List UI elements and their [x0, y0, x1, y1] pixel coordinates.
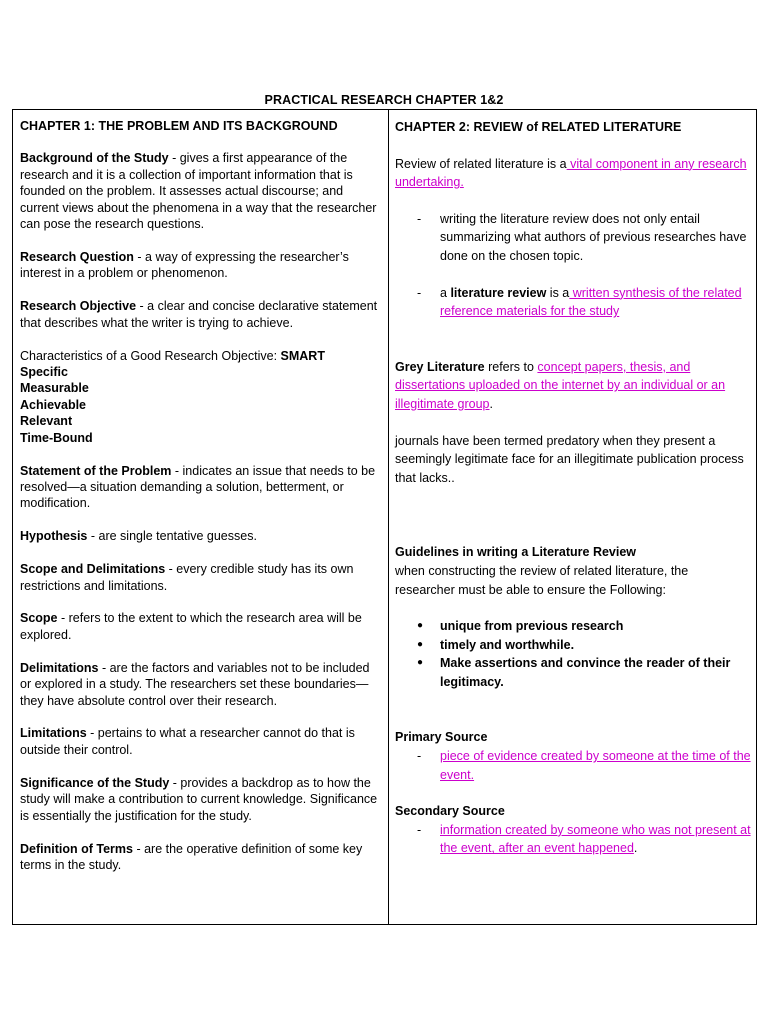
- dash-marker: -: [417, 749, 422, 764]
- dash-marker: -: [417, 822, 422, 837]
- grey-literature-link[interactable]: concept papers, thesis, and dissertations uploaded on the internet by an individual or an illegitimate group: [395, 359, 726, 411]
- term-label: literature review: [450, 285, 547, 300]
- term-label: Scope and Delimitations: [20, 562, 166, 577]
- term-label: Statement of the Problem: [20, 463, 172, 478]
- chapter-2-column: [389, 110, 757, 924]
- term-label: Significance of the Study: [20, 775, 170, 790]
- definition-text: - refers to the extent to which the research area will be explored.: [20, 611, 362, 642]
- list-item-text: Make assertions and convince the reader of their legitimacy.: [440, 656, 731, 689]
- smart-item: Measurable: [20, 381, 89, 396]
- term-label: Definition of Terms: [20, 841, 133, 856]
- journals-paragraph: journals have been termed predatory when they present a seemingly legitimate face for an illegitimate publication process that lacks..: [395, 433, 744, 485]
- smart-item: Time-Bound: [20, 430, 93, 445]
- research-question-paragraph: [20, 249, 382, 282]
- list-item-text: timely and worthwhile.: [440, 637, 575, 652]
- primary-source-heading: Primary Source: [395, 730, 488, 745]
- term-label: Delimitations: [20, 660, 99, 675]
- definition-text: when constructing the review of related literature, the researcher must be able to ensure the Following:: [395, 563, 689, 597]
- definition-text: - are single tentative guesses.: [87, 529, 257, 544]
- list-item-text: unique from previous research: [440, 619, 624, 634]
- definition-text: - provides a backdrop as to how the study will make a contribution to current knowledge. Significance is essentially the justification for the study.: [20, 775, 378, 823]
- grey-literature-paragraph: [395, 358, 751, 414]
- definition-text: - a way of expressing the researcher’s interest in a problem or phenomenon.: [20, 249, 349, 281]
- term-label: Guidelines in writing a Literature Review: [395, 545, 637, 560]
- primary-source-list: [395, 747, 751, 784]
- term-label: Scope: [20, 611, 58, 626]
- definition-text: - pertains to what a researcher cannot do that is outside their control.: [20, 726, 355, 757]
- statement-paragraph: [20, 463, 382, 512]
- literature-review-definition: [395, 284, 751, 321]
- list-item: [395, 617, 751, 636]
- list-item: [395, 654, 751, 691]
- term-label: Limitations: [20, 726, 87, 741]
- list-item: [395, 284, 751, 321]
- rrl-intro: [395, 155, 751, 192]
- smart-item: Relevant: [20, 414, 73, 429]
- definition-text: - a clear and concise declarative statement that describes what the writer is trying to achieve.: [20, 299, 378, 330]
- chapter-1-column: [13, 110, 388, 924]
- dash-marker: -: [417, 211, 422, 226]
- definition-text: - indicates an issue that needs to be resolved—a situation demanding a solution, betterment, or modification.: [20, 463, 376, 511]
- list-item: [395, 821, 751, 858]
- definition-text: refers to: [484, 359, 538, 374]
- definition-text: .: [489, 396, 493, 411]
- list-item: [395, 210, 751, 266]
- scope-delimitations-paragraph: [20, 561, 382, 594]
- smart-item: Achievable: [20, 397, 87, 412]
- smart-item: Specific: [20, 364, 68, 379]
- term-label: Hypothesis: [20, 529, 88, 544]
- list-item-text: a: [440, 285, 451, 300]
- bullet-marker: ●: [417, 638, 424, 650]
- smart-characteristics: [20, 348, 382, 446]
- scope-paragraph: [20, 610, 382, 643]
- definition-text: - every credible study has its own restrictions and limitations.: [20, 562, 354, 593]
- term-label: Research Question: [20, 249, 134, 264]
- intro-text: Review of related literature is a: [395, 156, 567, 171]
- page-title: PRACTICAL RESEARCH CHAPTER 1&2: [264, 93, 504, 107]
- term-label: Background of the Study: [20, 151, 169, 166]
- list-item-text: writing the literature review does not only entail summarizing what authors of previous researches have done on the chosen topic.: [440, 211, 747, 263]
- list-item: [395, 747, 751, 784]
- term-label: Research Objective: [20, 299, 137, 314]
- definition-text: - are the factors and variables not to be included or explored in a study. The researchers set these boundaries— they have absolute control over their research.: [20, 660, 370, 708]
- definition-of-terms-paragraph: [20, 841, 382, 874]
- limitations-paragraph: [20, 725, 382, 758]
- research-objective-paragraph: [20, 298, 382, 331]
- list-item: [395, 636, 751, 655]
- definition-text: - are the operative definition of some key terms in the study.: [20, 841, 363, 872]
- significance-paragraph: [20, 775, 382, 824]
- content-table: [12, 109, 757, 925]
- definition-text: - gives a first appearance of the research and it is a collection of important information that is founded on the problem. It assesses actual discourse; and current views about the phenomena in a way that the researcher can pose the research questions.: [20, 151, 377, 232]
- characteristics-text: Characteristics of a Good Research Objective:: [20, 348, 281, 363]
- secondary-source-heading: Secondary Source: [395, 804, 505, 819]
- term-label: Grey Literature: [395, 359, 485, 374]
- delimitations-paragraph: [20, 660, 382, 709]
- list-item-text: is a: [546, 285, 570, 300]
- background-paragraph: [20, 150, 382, 232]
- guidelines-paragraph: [395, 543, 751, 599]
- chapter-2-heading: CHAPTER 2: REVIEW of RELATED LITERATURE: [395, 120, 682, 134]
- intro-link[interactable]: vital component in any research undertaking.: [395, 156, 747, 190]
- characteristics-line: [20, 348, 382, 364]
- hypothesis-paragraph: [20, 528, 382, 544]
- dash-marker: -: [417, 285, 422, 300]
- bullet-marker: ●: [417, 657, 424, 669]
- secondary-source-list: [395, 821, 751, 858]
- secondary-source-link[interactable]: information created by someone who was not present at the event, after an event happened: [440, 822, 751, 856]
- bullet-marker: ●: [417, 620, 424, 632]
- guidelines-list: [395, 617, 751, 691]
- list-item-text: .: [633, 841, 638, 856]
- literature-review-notes: [395, 210, 751, 266]
- synthesis-link[interactable]: written synthesis of the related reference materials for the study: [440, 285, 742, 319]
- chapter-1-heading: CHAPTER 1: THE PROBLEM AND ITS BACKGROUND: [20, 119, 338, 133]
- smart-label: SMART: [280, 348, 325, 363]
- primary-source-link[interactable]: piece of evidence created by someone at the time of the event.: [440, 749, 751, 782]
